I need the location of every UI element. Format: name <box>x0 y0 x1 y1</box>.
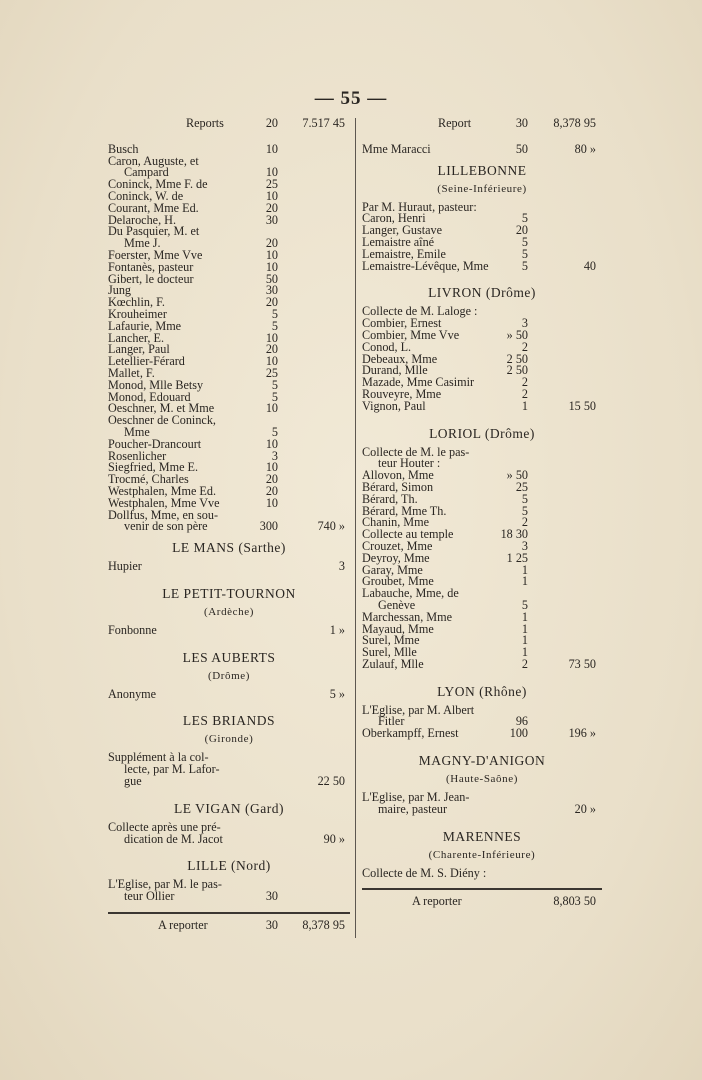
footer-total: 8,803 50 <box>553 894 596 909</box>
subtotal: 196 » <box>568 726 596 741</box>
amount: 30 <box>265 212 278 227</box>
section-title-magny: MAGNY-D'ANIGON <box>418 753 546 769</box>
donor-name: Westphalen, Mme Ed. <box>108 483 217 498</box>
donor-name: Mme Maracci <box>362 141 431 156</box>
donor-name: Oeschner de Coninck, <box>108 413 216 428</box>
spacer <box>108 788 350 794</box>
donor-name: maire, pasteur <box>378 801 448 816</box>
report-row <box>362 118 602 130</box>
amount: 20 <box>265 295 278 310</box>
spacer <box>108 700 350 706</box>
section-title-le_mans: LE MANS (Sarthe) <box>172 540 286 556</box>
section-title-marennes: MARENNES <box>442 828 522 844</box>
amount: 5 <box>271 318 278 333</box>
donor-name: Surel, Mme <box>362 633 420 648</box>
amount: 10 <box>265 188 278 203</box>
subtotal: 80 » <box>574 141 596 156</box>
donor-name: Combier, Mme Vve <box>362 327 460 342</box>
amount: 5 <box>521 234 528 249</box>
donor-name: Caron, Henri <box>362 211 426 226</box>
donor-name: Anonyme <box>108 686 157 701</box>
footer-amount: 30 <box>265 918 278 933</box>
amount: 1 <box>521 621 528 636</box>
section-subtitle-briands: (Gironde) <box>204 733 254 746</box>
footer-label: A reporter <box>158 918 208 933</box>
report-total: 7.517 45 <box>302 116 345 130</box>
footer-row <box>108 918 350 932</box>
page-number: — 55 — <box>314 88 388 109</box>
amount: 20 <box>265 236 278 251</box>
ledger-row <box>362 258 602 273</box>
amount: 300 <box>259 519 278 534</box>
report-row <box>108 118 350 130</box>
amount: 3 <box>521 538 528 553</box>
ledger-row <box>108 776 350 788</box>
section-title-lyon: LYON (Rhône) <box>437 683 527 699</box>
report-label: Reports <box>186 116 224 130</box>
section-title-petit_tournon: LE PETIT-TOURNON <box>162 585 296 601</box>
donor-name: Zulauf, Mlle <box>362 656 424 671</box>
donor-name: Mayaud, Mme <box>362 621 434 636</box>
donor-name: Surel, Mlle <box>362 645 417 660</box>
footer-label: A reporter <box>412 894 462 909</box>
donor-name: Letellier-Férard <box>108 354 185 369</box>
donor-name: Mazade, Mme Casimir <box>362 375 475 390</box>
donor-name: gue <box>124 774 142 789</box>
donor-name: L'Eglise, par M. Albert <box>362 702 475 717</box>
amount: 2 <box>521 656 528 671</box>
donor-name: Lemaistre-Lévêque, Mme <box>362 258 489 273</box>
ledger-row <box>108 521 350 533</box>
amount: 2 <box>521 339 528 354</box>
donor-name: Monod, Edouard <box>108 389 191 404</box>
report-amount: 20 <box>265 116 278 130</box>
donor-name: Rouveyre, Mme <box>362 386 442 401</box>
donor-name: Langer, Gustave <box>362 223 443 238</box>
donor-name: Mme <box>124 424 150 439</box>
donor-name: Groubet, Mme <box>362 574 434 589</box>
footer-total: 8,378 95 <box>302 918 345 933</box>
donor-name: Fitler <box>378 714 405 729</box>
donor-name: Supplément à la col- <box>108 750 209 765</box>
amount: 5 <box>521 258 528 273</box>
total-rule <box>108 912 350 914</box>
donor-name: Marchessan, Mme <box>362 609 453 624</box>
donor-name: Garay, Mme <box>362 562 423 577</box>
amount: 100 <box>509 726 528 741</box>
donor-name: Debeaux, Mme <box>362 351 438 366</box>
donor-name: Conod, L. <box>362 339 412 354</box>
amount: 1 <box>521 645 528 660</box>
donor-name: Deyroy, Mme <box>362 550 430 565</box>
ledger-row <box>362 656 602 671</box>
amount: 10 <box>265 330 278 345</box>
donor-name: venir de son père <box>124 519 208 534</box>
donor-name: Foerster, Mme Vve <box>108 247 203 262</box>
amount: » 50 <box>506 468 528 483</box>
ledger-row <box>108 764 350 776</box>
amount: 96 <box>515 714 528 729</box>
donor-name: Labauche, Mme, de <box>362 586 459 601</box>
amount: 10 <box>265 165 278 180</box>
donor-name: Fontanès, pasteur <box>108 259 194 274</box>
subtotal: 5 » <box>329 686 345 701</box>
section-subtitle-magny: (Haute-Saône) <box>446 773 518 786</box>
section-subtitle-lillebonne: (Seine-Inférieure) <box>437 182 527 195</box>
donor-name: Genève <box>378 597 416 612</box>
amount: 5 <box>271 306 278 321</box>
donor-name: Lafaurie, Mme <box>108 318 182 333</box>
ledger-row <box>108 891 350 903</box>
report-label: Report <box>438 116 472 130</box>
donor-name: Dollfus, Mme, en sou- <box>108 507 219 522</box>
donor-name: L'Eglise, par M. Jean- <box>362 790 470 805</box>
amount: 2 50 <box>506 351 528 366</box>
donor-name: Trocmé, Charles <box>108 472 189 487</box>
ledger-row <box>362 141 602 156</box>
amount: 10 <box>265 495 278 510</box>
section-title-loriol: LORIOL (Drôme) <box>429 425 535 441</box>
donor-name: Bérard, Th. <box>362 491 418 506</box>
donor-name: Lemaistre, Emile <box>362 246 446 261</box>
donor-name: Courant, Mme Ed. <box>108 200 199 215</box>
amount: 5 <box>521 491 528 506</box>
report-amount: 30 <box>515 116 528 130</box>
donor-name: Poucher-Drancourt <box>108 436 202 451</box>
subtotal: 15 50 <box>568 398 596 413</box>
amount: 1 25 <box>506 550 528 565</box>
ledger-row <box>108 622 350 637</box>
amount: 25 <box>265 177 278 192</box>
amount: 30 <box>265 283 278 298</box>
donor-name: Langer, Paul <box>108 342 170 357</box>
donor-name: Westphalen, Mme Vve <box>108 495 220 510</box>
section-title-auberts: LES AUBERTS <box>182 649 276 665</box>
amount: » 50 <box>506 327 528 342</box>
subtotal: 3 <box>338 559 345 574</box>
amount: 2 50 <box>506 363 528 378</box>
donor-name: Collecte de M. le pas- <box>362 444 470 459</box>
subtotal: 90 » <box>323 831 345 846</box>
left-column <box>108 118 350 932</box>
donor-name: Monod, Mlle Betsy <box>108 377 204 392</box>
ledger-row <box>108 271 350 286</box>
donor-name: Crouzet, Mme <box>362 538 433 553</box>
amount: 10 <box>265 460 278 475</box>
amount: 3 <box>521 316 528 331</box>
section-title-livron: LIVRON (Drôme) <box>428 285 536 301</box>
amount: 25 <box>265 365 278 380</box>
amount: 5 <box>271 389 278 404</box>
total-rule <box>362 888 602 890</box>
amount: 20 <box>265 342 278 357</box>
subtotal: 20 » <box>574 801 596 816</box>
donor-name: Mallet, F. <box>108 365 155 380</box>
section-title-lillebonne: LILLEBONNE <box>437 162 527 178</box>
ledger-row <box>108 561 350 573</box>
donor-name: Lemaistre aîné <box>362 234 435 249</box>
donor-name: dication de M. Jacot <box>124 831 223 846</box>
spacer <box>362 816 602 822</box>
amount: 10 <box>265 354 278 369</box>
donor-name: L'Eglise, par M. le pas- <box>108 877 222 892</box>
amount: 1 <box>521 633 528 648</box>
column-divider <box>355 118 356 938</box>
donor-name: Bérard, Simon <box>362 479 434 494</box>
amount: 5 <box>271 424 278 439</box>
spacer <box>362 671 602 677</box>
spacer <box>362 879 602 885</box>
donor-name: Coninck, Mme F. de <box>108 177 208 192</box>
donor-name: Kœchlin, F. <box>108 295 165 310</box>
amount: 50 <box>515 141 528 156</box>
donor-name: Busch <box>108 141 139 156</box>
amount: 20 <box>265 200 278 215</box>
amount: 10 <box>265 259 278 274</box>
donor-name: Mme J. <box>124 236 161 251</box>
amount: 1 <box>521 574 528 589</box>
donor-name: Collecte de M. S. Diény : <box>362 865 487 880</box>
donor-name: Rosenlicher <box>108 448 167 463</box>
amount: 5 <box>521 246 528 261</box>
amount: 50 <box>265 271 278 286</box>
donor-name: Coninck, W. de <box>108 188 184 203</box>
donor-name: Oeschner, M. et Mme <box>108 401 215 416</box>
amount: 10 <box>265 141 278 156</box>
amount: 10 <box>265 247 278 262</box>
donor-name: Campard <box>124 165 169 180</box>
donor-name: Fonbonne <box>108 622 157 637</box>
section-title-briands: LES BRIANDS <box>182 713 276 729</box>
donor-name: Durand, Mlle <box>362 363 428 378</box>
donor-name: Hupier <box>108 559 142 574</box>
spacer <box>108 573 350 579</box>
subtotal: 740 » <box>317 519 345 534</box>
donor-name: Caron, Auguste, et <box>108 153 199 168</box>
amount: 1 <box>521 562 528 577</box>
ledger-row <box>108 831 350 846</box>
donor-name: Bérard, Mme Th. <box>362 503 447 518</box>
donor-name: Lancher, E. <box>108 330 165 345</box>
ledger-row <box>362 801 602 816</box>
donor-name: Gibert, le docteur <box>108 271 194 286</box>
donor-name: Vignon, Paul <box>362 398 426 413</box>
donor-name: lecte, par M. Lafor- <box>124 762 220 777</box>
ledger-row <box>362 398 602 413</box>
donor-name: Jung <box>108 283 132 298</box>
subtotal: 73 50 <box>568 656 596 671</box>
spacer <box>108 903 350 909</box>
amount: 10 <box>265 401 278 416</box>
section-subtitle-petit_tournon: (Ardèche) <box>204 605 254 618</box>
amount: 20 <box>265 483 278 498</box>
spacer <box>362 413 602 419</box>
ledger-row <box>362 865 602 880</box>
section-subtitle-auberts: (Drôme) <box>207 669 251 682</box>
amount: 5 <box>521 503 528 518</box>
section-title-lille: LILLE (Nord) <box>187 858 271 874</box>
donor-name: Collecte de M. Laloge : <box>362 304 478 319</box>
amount: 20 <box>515 223 528 238</box>
section-title-vigan: LE VIGAN (Gard) <box>174 800 284 816</box>
subtotal: 40 <box>583 258 596 273</box>
right-column <box>362 118 602 908</box>
amount: 1 <box>521 398 528 413</box>
amount: 2 <box>521 515 528 530</box>
amount: 2 <box>521 375 528 390</box>
donor-name: Chanin, Mme <box>362 515 430 530</box>
subtotal: 1 » <box>329 622 345 637</box>
ledger-row <box>362 728 602 740</box>
amount: 2 <box>521 386 528 401</box>
spacer <box>362 740 602 746</box>
donor-name: teur Houter : <box>378 456 441 471</box>
donor-name: Collecte après une pré- <box>108 819 221 834</box>
subtotal: 22 50 <box>317 774 345 789</box>
amount: 20 <box>265 472 278 487</box>
amount: 3 <box>271 448 278 463</box>
donor-name: Oberkampff, Ernest <box>362 726 459 741</box>
donor-name: Par M. Huraut, pasteur: <box>362 199 477 214</box>
spacer <box>362 272 602 278</box>
donor-name: Siegfried, Mme E. <box>108 460 199 475</box>
report-total: 8,378 95 <box>553 116 596 130</box>
ledger-row <box>108 686 350 701</box>
amount: 10 <box>265 436 278 451</box>
amount: 5 <box>521 597 528 612</box>
spacer <box>108 845 350 851</box>
donor-name: teur Ollier <box>124 889 175 904</box>
donor-name: Du Pasquier, M. et <box>108 224 200 239</box>
amount: 18 30 <box>500 527 528 542</box>
donor-name: Delaroche, H. <box>108 212 177 227</box>
donor-name: Collecte au temple <box>362 527 454 542</box>
amount: 5 <box>521 211 528 226</box>
section-subtitle-marennes: (Charente-Inférieure) <box>428 848 536 861</box>
amount: 30 <box>265 889 278 904</box>
spacer <box>108 637 350 643</box>
donor-name: Allovon, Mme <box>362 468 434 483</box>
donor-name: Combier, Ernest <box>362 316 442 331</box>
amount: 25 <box>515 479 528 494</box>
footer-row <box>362 894 602 908</box>
donor-name: Krouheimer <box>108 306 167 321</box>
amount: 1 <box>521 609 528 624</box>
amount: 5 <box>271 377 278 392</box>
